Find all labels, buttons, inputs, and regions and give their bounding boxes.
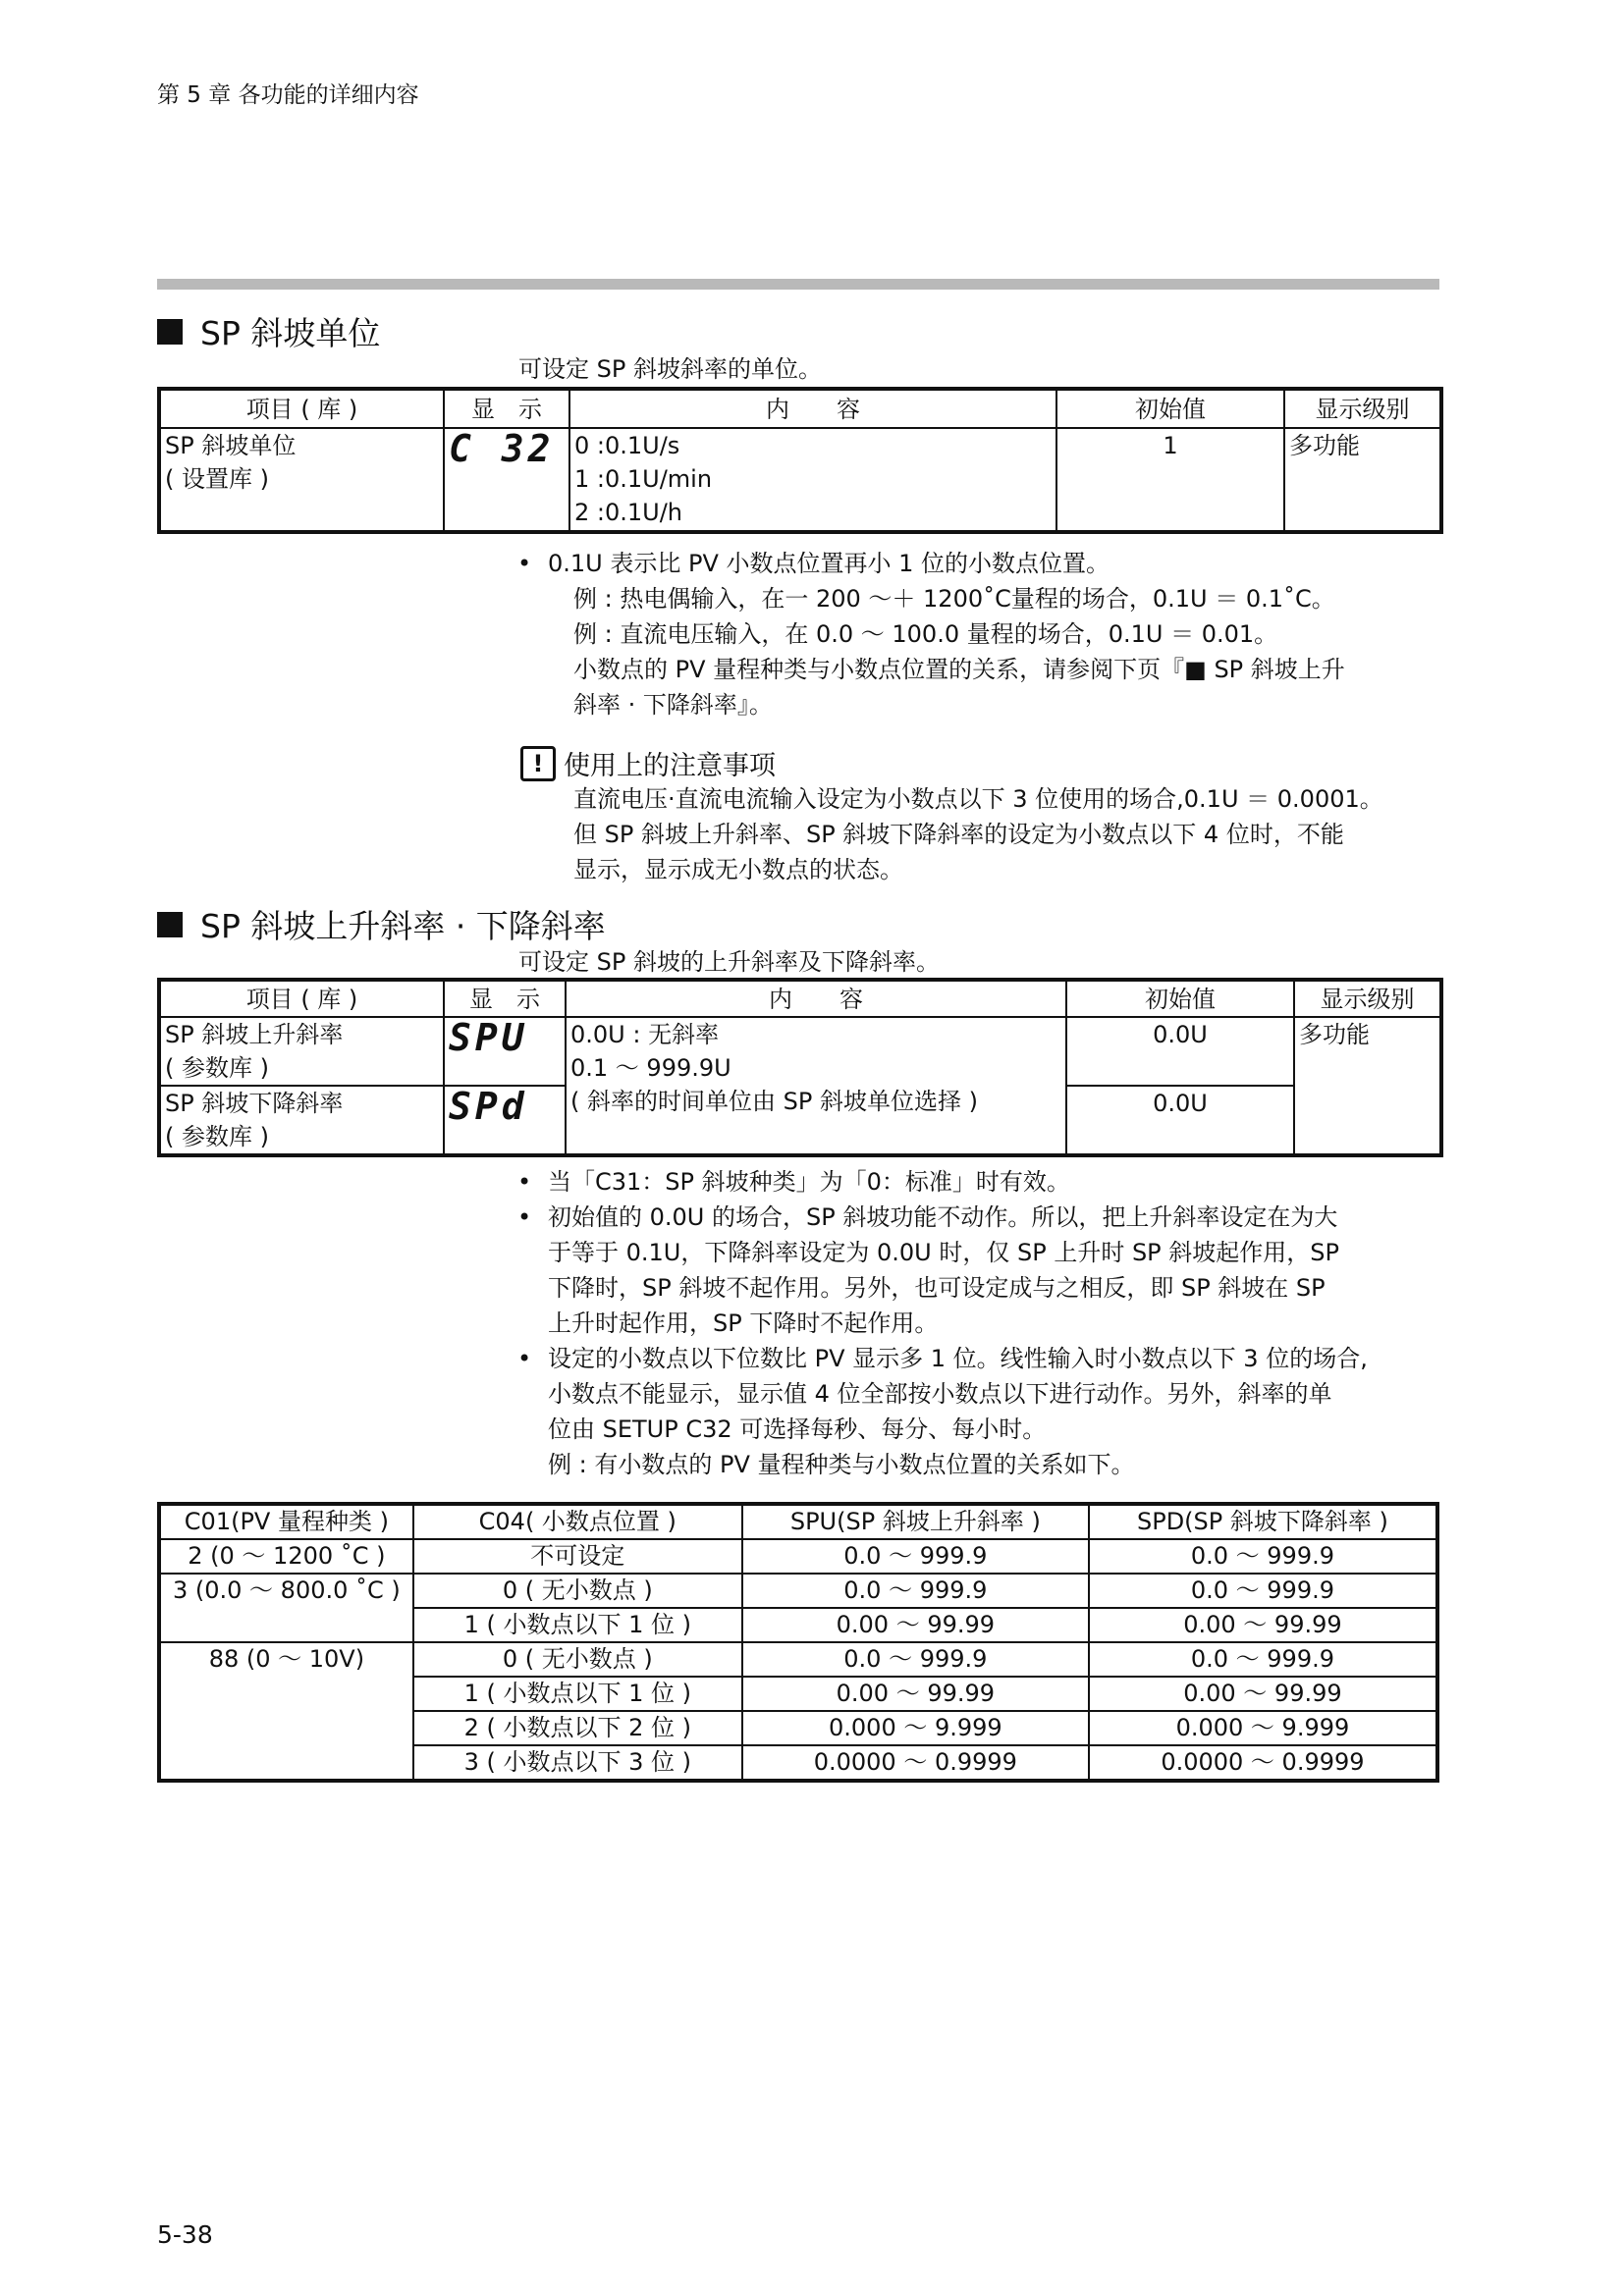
note-line: 斜率 · 下降斜率』。 bbox=[573, 691, 773, 719]
note-line: 小数点不能显示，显示值 4 位全部按小数点以下进行动作。另外，斜率的单 bbox=[548, 1380, 1332, 1408]
display-cell bbox=[444, 428, 569, 532]
level-cell: 多功能 bbox=[1284, 428, 1441, 532]
section-title-text: SP 斜坡单位 bbox=[200, 314, 381, 352]
spd-cell: 0.0 ～ 999.9 bbox=[1089, 1539, 1437, 1574]
sp-ramp-unit-table bbox=[157, 387, 1443, 534]
chapter-header: 第 5 章 各功能的详细内容 bbox=[157, 82, 419, 108]
square-bullet-icon bbox=[157, 912, 183, 937]
spd-cell: 0.0000 ～ 0.9999 bbox=[1089, 1745, 1437, 1781]
content-line: 0.0U : 无斜率 bbox=[570, 1021, 720, 1048]
spu-cell: 0.00 ～ 99.99 bbox=[742, 1608, 1089, 1642]
note-line: 例 : 直流电压输入，在 0.0 ～ 100.0 量程的场合，0.1U ＝ 0.01。 bbox=[573, 620, 1278, 648]
bullet-marker: • bbox=[517, 550, 532, 577]
note-line: 0.1U 表示比 PV 小数点位置再小 1 位的小数点位置。 bbox=[548, 550, 1110, 577]
display-cell bbox=[444, 1017, 566, 1086]
caution-heading bbox=[520, 744, 776, 782]
spu-cell: 0.0 ～ 999.9 bbox=[742, 1574, 1089, 1608]
spu-cell: 0.0 ～ 999.9 bbox=[742, 1539, 1089, 1574]
decimal-cell: 1 ( 小数点以下 1 位 ) bbox=[413, 1608, 742, 1642]
spu-cell: 0.000 ～ 9.999 bbox=[742, 1711, 1089, 1745]
range-cell: 2 (0 ～ 1200 ˚C ) bbox=[159, 1539, 413, 1574]
display-cell bbox=[444, 1086, 566, 1155]
square-bullet-icon bbox=[157, 319, 183, 345]
table-row bbox=[159, 1574, 1437, 1608]
caution-icon: ! bbox=[520, 746, 556, 781]
header-item: 项目 ( 库 ) bbox=[159, 389, 444, 428]
spu-cell: 0.00 ～ 99.99 bbox=[742, 1677, 1089, 1711]
initial-cell: 1 bbox=[1056, 428, 1284, 532]
decimal-cell: 2 ( 小数点以下 2 位 ) bbox=[413, 1711, 742, 1745]
header-level: 显示级别 bbox=[1294, 980, 1441, 1017]
item-bank: ( 参数库 ) bbox=[165, 1123, 269, 1150]
caution-title: 使用上的注意事项 bbox=[564, 751, 776, 781]
section-divider bbox=[157, 279, 1439, 290]
section-intro: 可设定 SP 斜坡的上升斜率及下降斜率。 bbox=[518, 948, 940, 976]
section-title-sp-ramp-unit bbox=[157, 308, 380, 354]
section-intro: 可设定 SP 斜坡斜率的单位。 bbox=[518, 355, 822, 383]
table-row bbox=[159, 1539, 1437, 1574]
range-cell: 88 (0 ～ 10V) bbox=[159, 1642, 413, 1781]
note-line: 下降时，SP 斜坡不起作用。另外，也可设定成与之相反，即 SP 斜坡在 SP bbox=[548, 1274, 1326, 1302]
initial-cell: 0.0U bbox=[1066, 1086, 1294, 1155]
initial-cell: 0.0U bbox=[1066, 1017, 1294, 1086]
spd-cell: 0.00 ～ 99.99 bbox=[1089, 1608, 1437, 1642]
header-spd: SPD(SP 斜坡下降斜率 ) bbox=[1089, 1504, 1437, 1539]
note-line: 当「C31：SP 斜坡种类」为「0：标准」时有效。 bbox=[548, 1168, 1070, 1196]
spd-cell: 0.0 ～ 999.9 bbox=[1089, 1574, 1437, 1608]
item-cell bbox=[159, 1017, 444, 1086]
section-title-sp-ramp-slope bbox=[157, 901, 606, 947]
note-line: 于等于 0.1U，下降斜率设定为 0.0U 时，仅 SP 上升时 SP 斜坡起作用，SP bbox=[548, 1239, 1339, 1266]
bullet-marker: • bbox=[517, 1168, 532, 1196]
item-name: SP 斜坡上升斜率 bbox=[165, 1021, 344, 1048]
decimal-cell: 0 ( 无小数点 ) bbox=[413, 1642, 742, 1677]
item-bank: ( 参数库 ) bbox=[165, 1054, 269, 1082]
note-line: 初始值的 0.0U 的场合，SP 斜坡功能不动作。所以，把上升斜率设定在为大 bbox=[548, 1203, 1338, 1231]
decimal-cell: 1 ( 小数点以下 1 位 ) bbox=[413, 1677, 742, 1711]
content-line: ( 斜率的时间单位由 SP 斜坡单位选择 ) bbox=[570, 1088, 978, 1115]
segment-display: SPU bbox=[449, 1016, 528, 1059]
spd-cell: 0.000 ～ 9.999 bbox=[1089, 1711, 1437, 1745]
note-line: 设定的小数点以下位数比 PV 显示多 1 位。线性输入时小数点以下 3 位的场合, bbox=[548, 1345, 1368, 1372]
item-cell bbox=[159, 428, 444, 532]
caution-line: 显示，显示成无小数点的状态。 bbox=[573, 856, 903, 883]
content-line: 0.1 ～ 999.9U bbox=[570, 1054, 731, 1082]
segment-display: SPd bbox=[449, 1085, 528, 1128]
header-spu: SPU(SP 斜坡上升斜率 ) bbox=[742, 1504, 1089, 1539]
decimal-cell: 0 ( 无小数点 ) bbox=[413, 1574, 742, 1608]
note-line: 例 : 有小数点的 PV 量程种类与小数点位置的关系如下。 bbox=[548, 1451, 1135, 1478]
item-cell bbox=[159, 1086, 444, 1155]
header-initial: 初始值 bbox=[1056, 389, 1284, 428]
header-level: 显示级别 bbox=[1284, 389, 1441, 428]
bullet-marker: • bbox=[517, 1203, 532, 1231]
spu-cell: 0.0 ～ 999.9 bbox=[742, 1642, 1089, 1677]
segment-display: C 32 bbox=[449, 427, 555, 470]
header-display: 显 示 bbox=[444, 389, 569, 428]
note-line: 小数点的 PV 量程种类与小数点位置的关系，请参阅下页『■ SP 斜坡上升 bbox=[573, 656, 1345, 683]
item-name: SP 斜坡下降斜率 bbox=[165, 1090, 344, 1117]
header-range-type: C01(PV 量程种类 ) bbox=[159, 1504, 413, 1539]
decimal-cell: 3 ( 小数点以下 3 位 ) bbox=[413, 1745, 742, 1781]
decimal-cell: 不可设定 bbox=[413, 1539, 742, 1574]
header-item: 项目 ( 库 ) bbox=[159, 980, 444, 1017]
header-content: 内 容 bbox=[566, 980, 1066, 1017]
decimal-range-table bbox=[157, 1502, 1439, 1783]
spd-cell: 0.0 ～ 999.9 bbox=[1089, 1642, 1437, 1677]
range-cell: 3 (0.0 ～ 800.0 ˚C ) bbox=[159, 1574, 413, 1642]
note-line: 位由 SETUP C32 可选择每秒、每分、每小时。 bbox=[548, 1415, 1047, 1443]
table-row bbox=[159, 1642, 1437, 1677]
content-line: 2 :0.1U/h bbox=[574, 499, 683, 526]
content-cell bbox=[569, 428, 1056, 532]
header-decimal-position: C04( 小数点位置 ) bbox=[413, 1504, 742, 1539]
section-title-text: SP 斜坡上升斜率 · 下降斜率 bbox=[200, 907, 606, 945]
item-bank: ( 设置库 ) bbox=[165, 465, 269, 493]
caution-line: 直流电压·直流电流输入设定为小数点以下 3 位使用的场合,0.1U ＝ 0.0001。 bbox=[573, 785, 1383, 813]
sp-ramp-slope-table bbox=[157, 978, 1443, 1157]
content-cell bbox=[566, 1017, 1066, 1155]
item-name: SP 斜坡单位 bbox=[165, 432, 297, 459]
content-line: 1 :0.1U/min bbox=[574, 465, 713, 493]
page-number: 5-38 bbox=[157, 2220, 213, 2249]
content-line: 0 :0.1U/s bbox=[574, 432, 680, 459]
spd-cell: 0.00 ～ 99.99 bbox=[1089, 1677, 1437, 1711]
spu-cell: 0.0000 ～ 0.9999 bbox=[742, 1745, 1089, 1781]
header-content: 内 容 bbox=[569, 389, 1056, 428]
note-line: 上升时起作用，SP 下降时不起作用。 bbox=[548, 1309, 939, 1337]
header-initial: 初始值 bbox=[1066, 980, 1294, 1017]
caution-line: 但 SP 斜坡上升斜率、SP 斜坡下降斜率的设定为小数点以下 4 位时，不能 bbox=[573, 821, 1344, 848]
bullet-marker: • bbox=[517, 1345, 532, 1372]
level-cell: 多功能 bbox=[1294, 1017, 1441, 1155]
header-display: 显 示 bbox=[444, 980, 566, 1017]
note-line: 例 : 热电偶输入，在一 200 ～＋ 1200˚C量程的场合，0.1U ＝ 0.1˚C。 bbox=[573, 585, 1335, 613]
